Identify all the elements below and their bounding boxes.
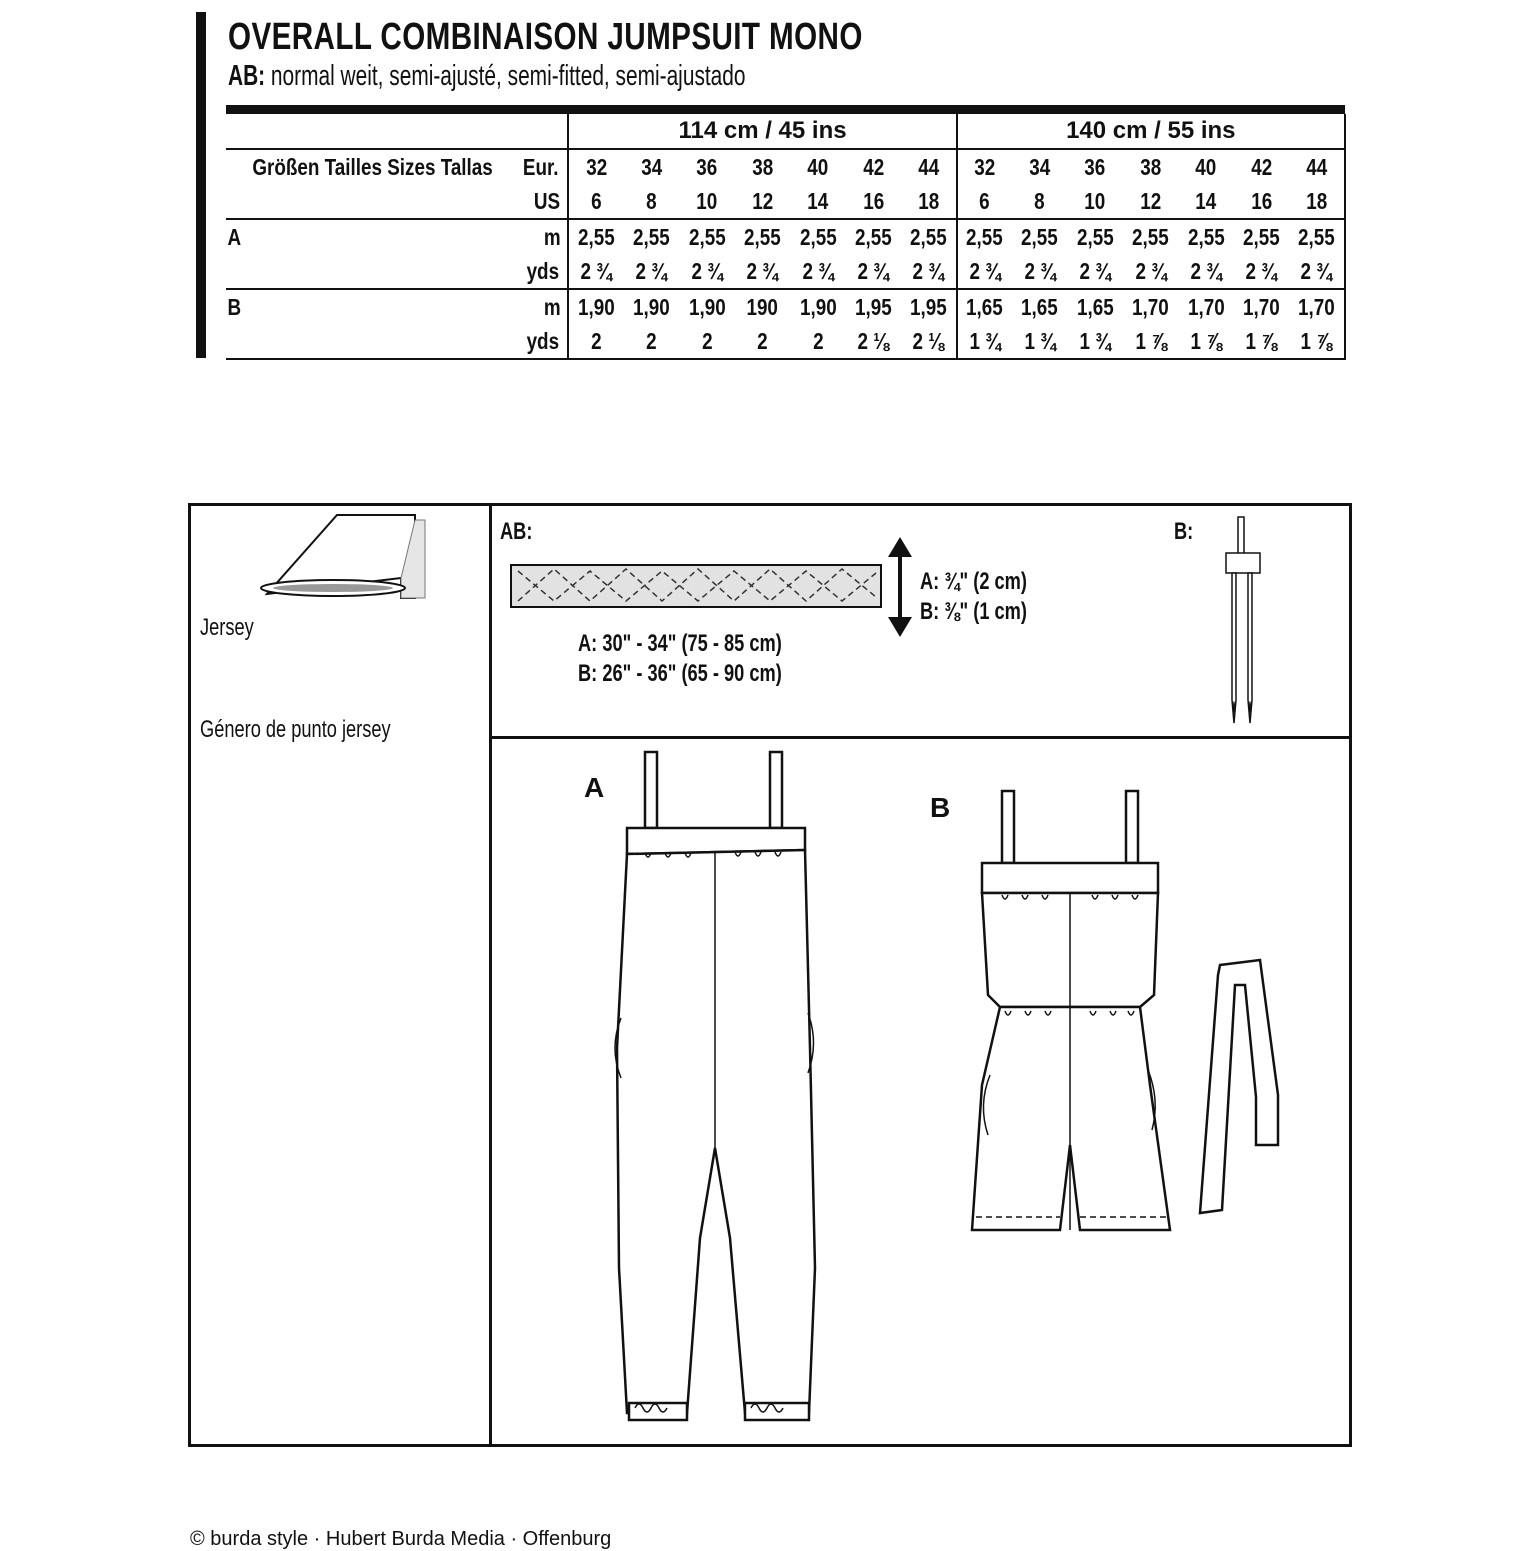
unit-yds: yds xyxy=(526,327,559,354)
us-size: 18 xyxy=(917,187,939,214)
width-140-header: 140 cm / 55 ins xyxy=(957,114,1345,149)
notions-length-a: A: 30" - 34" (75 - 85 cm) xyxy=(578,630,782,657)
eur-size: 44 xyxy=(917,153,939,180)
table-cell: 2 ¾ xyxy=(1300,257,1333,284)
table-cell: 2,55 xyxy=(910,223,947,250)
table-cell: 1,90 xyxy=(578,293,616,320)
notions-length-b: B: 26" - 36" (65 - 90 cm) xyxy=(578,660,782,687)
table-cell: 2 ¾ xyxy=(802,257,834,284)
table-cell: 1 ⅞ xyxy=(1300,327,1333,354)
eur-size-row xyxy=(226,149,1345,184)
frame-divider-horizontal xyxy=(489,736,1349,739)
eur-label: Eur. xyxy=(522,153,559,180)
table-cell: 1,95 xyxy=(910,293,947,320)
eur-size: 42 xyxy=(1251,153,1273,180)
table-cell: 2 ¾ xyxy=(1190,257,1222,284)
frame-divider-vertical xyxy=(489,503,492,1444)
table-cell: 2,55 xyxy=(744,223,781,250)
notions-width-a: A: ¾" (2 cm) xyxy=(920,568,1027,595)
yardage-table xyxy=(226,105,1346,360)
table-cell: 1 ⅞ xyxy=(1190,327,1222,354)
table-cell: 1 ⅞ xyxy=(1134,327,1167,354)
table-cell: 1 ¾ xyxy=(1024,327,1056,354)
eur-size: 40 xyxy=(807,153,829,180)
subtitle-prefix: AB: xyxy=(228,60,266,92)
us-size: 6 xyxy=(979,187,991,214)
table-cell: 2 ⅛ xyxy=(912,327,945,354)
table-cell: 2,55 xyxy=(688,223,726,250)
fabric-roll-icon xyxy=(255,512,435,604)
us-size: 12 xyxy=(1140,187,1162,214)
table-cell: 1 ⅞ xyxy=(1245,327,1278,354)
table-cell: 1 ¾ xyxy=(1079,327,1111,354)
eur-size: 38 xyxy=(752,153,774,180)
footer-copyright: © burda style · Hubert Burda Media · Offenburg xyxy=(190,1528,612,1550)
us-size: 18 xyxy=(1306,187,1328,214)
notions-needle-label: B: xyxy=(1174,518,1194,545)
us-size: 16 xyxy=(862,187,884,214)
table-cell: 1 ¾ xyxy=(969,327,1001,354)
table-cell: 1,65 xyxy=(1021,293,1059,320)
us-size: 10 xyxy=(696,187,718,214)
table-cell: 2 ¾ xyxy=(580,257,613,284)
eur-size: 36 xyxy=(696,153,718,180)
header-accent-bar xyxy=(196,12,206,358)
table-cell: 2,55 xyxy=(855,223,892,250)
elastic-ribbon-icon xyxy=(508,535,918,640)
table-cell: 1,70 xyxy=(1243,293,1280,320)
table-cell: 2,55 xyxy=(1021,223,1059,250)
us-size: 16 xyxy=(1251,187,1273,214)
us-size: 8 xyxy=(1034,187,1046,214)
pattern-title: OVERALL COMBINAISON JUMPSUIT MONO xyxy=(228,16,863,58)
unit-m: m xyxy=(543,293,561,320)
table-cell: 2 ¾ xyxy=(857,257,890,284)
table-cell: 2,55 xyxy=(633,223,670,250)
eur-size: 40 xyxy=(1195,153,1217,180)
table-cell: 2,55 xyxy=(1076,223,1114,250)
table-cell: 2 ¾ xyxy=(1079,257,1111,284)
us-size: 8 xyxy=(646,187,657,214)
unit-yds: yds xyxy=(526,257,559,284)
table-cell: 2,55 xyxy=(578,223,616,250)
eur-size: 32 xyxy=(974,153,996,180)
table-cell: 2 xyxy=(757,327,768,354)
table-cell: 190 xyxy=(746,293,779,320)
table-cell: 1,70 xyxy=(1187,293,1225,320)
table-cell: 2,55 xyxy=(1132,223,1170,250)
eur-size: 34 xyxy=(1029,153,1051,180)
table-cell: 2 xyxy=(591,327,602,354)
table-row-b-yards xyxy=(226,324,1345,359)
table-cell: 2 xyxy=(701,327,713,354)
width-114-header: 114 cm / 45 ins xyxy=(568,114,956,149)
eur-size: 38 xyxy=(1140,153,1162,180)
twin-needle-icon xyxy=(1218,515,1268,727)
table-cell: 1,95 xyxy=(855,293,892,320)
table-cell: 2 ¾ xyxy=(691,257,723,284)
table-cell: 2 ¾ xyxy=(1024,257,1056,284)
table-cell: 2,55 xyxy=(1243,223,1280,250)
table-row-a-meters xyxy=(226,219,1345,254)
table-cell: 2 ¾ xyxy=(969,257,1001,284)
pattern-subtitle xyxy=(228,60,947,93)
table-row-a-yards xyxy=(226,254,1345,289)
jumpsuit-view-a-illustration xyxy=(605,748,830,1428)
view-b-label: B xyxy=(930,792,951,823)
us-size: 14 xyxy=(1195,187,1217,214)
fabric-width-header-row xyxy=(226,114,1345,149)
table-cell: 1,70 xyxy=(1132,293,1170,320)
us-size: 10 xyxy=(1084,187,1106,214)
row-b-label: B xyxy=(227,293,242,320)
us-size: 12 xyxy=(752,187,774,214)
table-cell: 2 ¾ xyxy=(746,257,779,284)
fabric-label-spanish: Género de punto jersey xyxy=(200,716,391,743)
unit-m: m xyxy=(543,223,561,250)
table-cell: 2,55 xyxy=(1298,223,1336,250)
table-cell: 1,65 xyxy=(1076,293,1114,320)
us-size-row xyxy=(226,184,1345,219)
us-size: 6 xyxy=(591,187,602,214)
notions-ab-label: AB: xyxy=(500,518,533,545)
row-a-label: A xyxy=(227,223,242,250)
eur-size: 42 xyxy=(862,153,884,180)
table-cell: 2 ¾ xyxy=(912,257,945,284)
table-cell: 2 xyxy=(646,327,657,354)
size-label: Größen Tailles Sizes Tallas xyxy=(252,153,493,180)
view-a-label: A xyxy=(584,772,605,803)
table-cell: 2 ⅛ xyxy=(857,327,890,354)
table-cell: 2 ¾ xyxy=(635,257,668,284)
table-cell: 2,55 xyxy=(799,223,837,250)
table-cell: 2,55 xyxy=(966,223,1004,250)
subtitle-text: normal weit, semi-ajusté, semi-fitted, semi-ajustado xyxy=(265,60,746,92)
notions-width-b: B: ⅜" (1 cm) xyxy=(920,598,1027,625)
eur-size: 32 xyxy=(586,153,608,180)
table-cell: 1,90 xyxy=(799,293,837,320)
us-size: 14 xyxy=(807,187,829,214)
table-cell: 2,55 xyxy=(1187,223,1225,250)
fabric-label-jersey: Jersey xyxy=(200,614,254,641)
table-row-b-meters xyxy=(226,289,1345,324)
table-cell: 2 xyxy=(812,327,824,354)
jumpsuit-view-b-illustration xyxy=(960,785,1290,1235)
us-label: US xyxy=(533,187,560,214)
eur-size: 34 xyxy=(641,153,663,180)
eur-size: 36 xyxy=(1084,153,1106,180)
table-cell: 1,65 xyxy=(966,293,1004,320)
table-cell: 1,70 xyxy=(1298,293,1336,320)
table-cell: 1,90 xyxy=(633,293,670,320)
table-cell: 2 ¾ xyxy=(1245,257,1278,284)
table-cell: 2 ¾ xyxy=(1134,257,1167,284)
table-cell: 1,90 xyxy=(688,293,726,320)
eur-size: 44 xyxy=(1306,153,1328,180)
